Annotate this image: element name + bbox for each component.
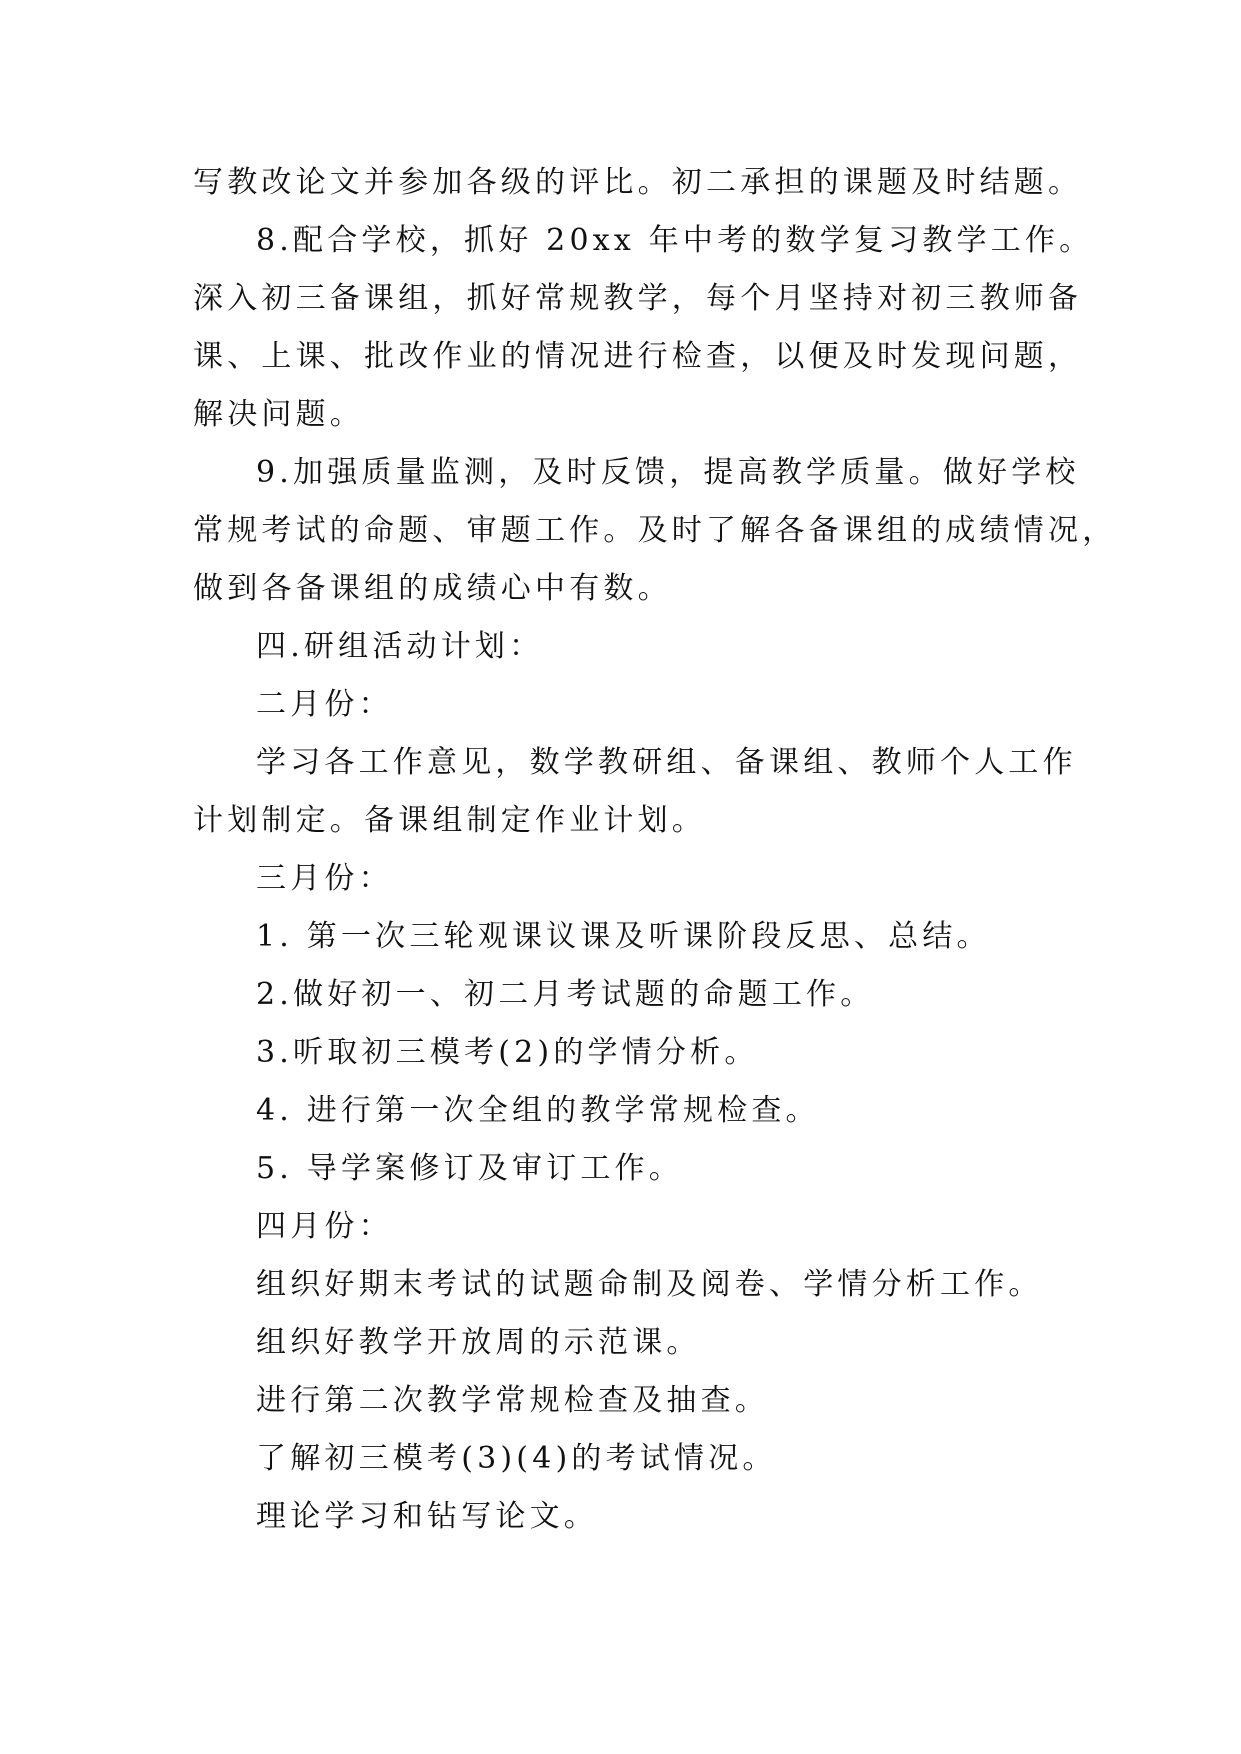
month-heading: 四月份： (256, 1209, 393, 1244)
text-line: 了解初三模考(3)(4)的考试情况。 (256, 1441, 777, 1476)
list-item: 3.听取初三模考(2)的学情分析。 (256, 1035, 759, 1070)
text-line: 学习各工作意见，数学教研组、备课组、教师个人工作 (256, 745, 1077, 780)
text-line: 进行第二次教学常规检查及抽查。 (256, 1383, 769, 1418)
text-line: 8.配合学校，抓好 20xx 年中考的数学复习教学工作。 (256, 223, 1094, 258)
month-heading: 二月份： (256, 687, 393, 722)
text-line: 常规考试的命题、审题工作。及时了解各备课组的成绩情况， (193, 513, 1117, 548)
text-line: 理论学习和钻写论文。 (256, 1499, 598, 1534)
text-line: 做到各备课组的成绩心中有数。 (193, 571, 672, 606)
text-line: 组织好期末考试的试题命制及阅卷、学情分析工作。 (256, 1267, 1043, 1302)
text-line: 课、上课、批改作业的情况进行检查，以便及时发现问题， (193, 339, 1083, 374)
text-line: 计划制定。备课组制定作业计划。 (193, 803, 706, 838)
text-line: 组织好教学开放周的示范课。 (256, 1325, 701, 1360)
text-line: 写教改论文并参加各级的评比。初二承担的课题及时结题。 (193, 165, 1083, 200)
list-item: 5. 导学案修订及审订工作。 (256, 1151, 683, 1186)
list-item: 2.做好初一、初二月考试题的命题工作。 (256, 977, 875, 1012)
list-item: 4. 进行第一次全组的教学常规检查。 (256, 1093, 820, 1128)
section-heading: 四.研组活动计划： (256, 629, 544, 664)
text-line: 9.加强质量监测，及时反馈，提高教学质量。做好学校 (256, 455, 1080, 490)
month-heading: 三月份： (256, 861, 393, 896)
text-line: 解决问题。 (193, 397, 364, 432)
text-line: 深入初三备课组，抓好常规教学，每个月坚持对初三教师备 (193, 281, 1083, 316)
list-item: 1. 第一次三轮观课议课及听课阶段反思、总结。 (256, 919, 991, 954)
